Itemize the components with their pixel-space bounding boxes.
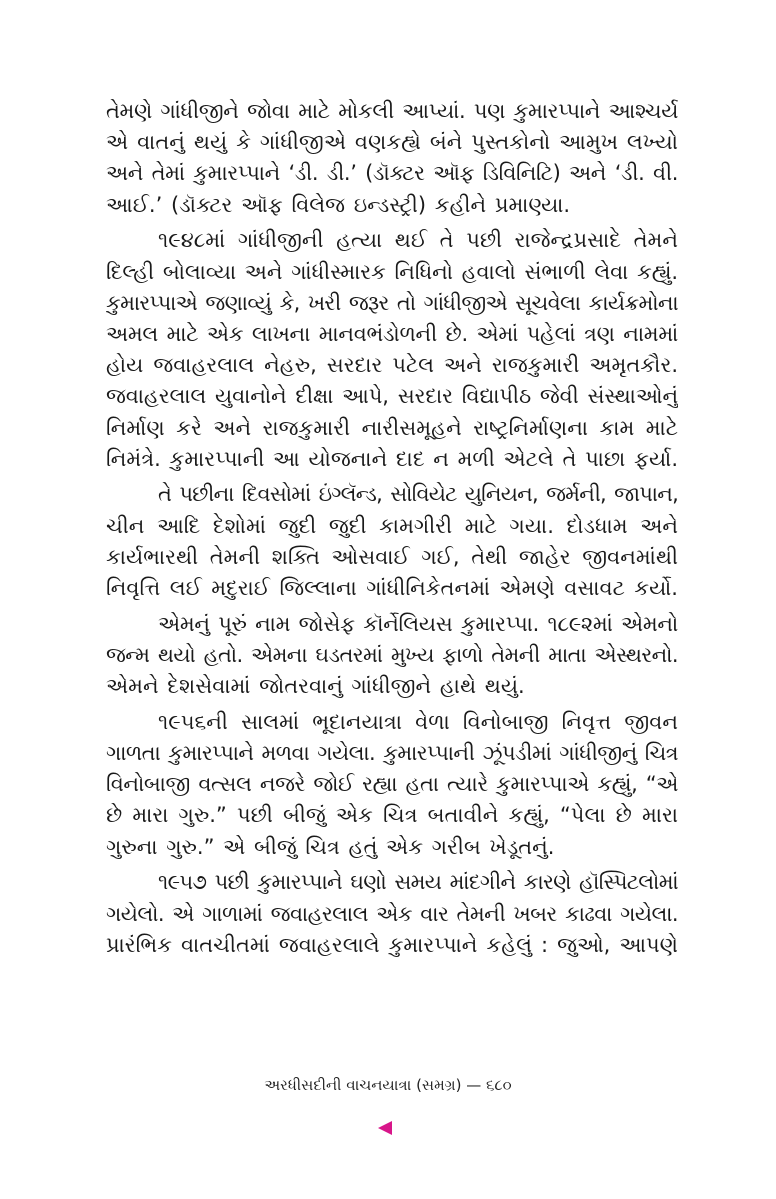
text-line: ગાળતા કુમારપ્પાને મળવા ગયેલા. કુમારપ્પાની ઝૂંપડીમાં ગાંધીજીનું ચિત્ર — [106, 741, 678, 766]
paragraph-5 — [106, 707, 678, 863]
text-line: છે મારા ગુરુ.” પછી બીજું એક ચિત્ર બતાવીને કહ્યું, “પેલા છે મારા — [106, 803, 678, 828]
paragraph-2 — [106, 225, 678, 475]
paragraph-6 — [106, 867, 678, 961]
text-line: તે પછીના દિવસોમાં ઇંગ્લૅન્ડ, સોવિયેટ યુનિયન, જર્મની, જાપાન, — [158, 482, 678, 507]
text-line: હોય જવાહરલાલ નેહરુ, સરદાર પટેલ અને રાજકુમારી અમૃતકૌર. — [106, 353, 678, 378]
text-line: અને તેમાં કુમારપ્પાને ‘ડી. ડી.’ (ડૉક્ટર ઑફ ડિવિનિટિ) અને ‘ડી. વી. — [106, 161, 678, 186]
text-line: કાર્યભારથી તેમની શક્તિ ઓસવાઈ ગઈ, તેથી જાહેર જીવનમાંથી — [106, 544, 678, 569]
text-line: પ્રારંભિક વાતચીતમાં જવાહરલાલે કુમારપ્પાને કહેલું : જુઓ, આપણે — [106, 932, 678, 957]
text-line: એમને દેશસેવામાં જોતરવાનું ગાંધીજીને હાથે થયું. — [106, 674, 525, 699]
page-footer: અરધીસદીની વાચનયાત્રા (સમગ્ર) — ૬૮૦ — [264, 1076, 512, 1094]
text-line: નિર્માણ કરે અને રાજકુમારી નારીસમૂહને રાષ્ટ્રનિર્માણના કામ માટે — [106, 415, 678, 440]
text-line: કુમારપ્પાએ જણાવ્યું કે, ખરી જરૂર તો ગાંધીજીએ સૂચવેલા કાર્યક્રમોના — [106, 290, 678, 315]
text-line: ચીન આદિ દેશોમાં જુદી જુદી કામગીરી માટે ગયા. દોડધામ અને — [106, 513, 678, 538]
text-line: એ વાતનું થયું કે ગાંધીજીએ વણકહ્યે બંને પુસ્તકોનો આમુખ લખ્યો — [106, 130, 678, 155]
body-text — [106, 96, 678, 961]
text-line: ૧૯૪૮માં ગાંધીજીની હત્યા થઈ તે પછી રાજેન્દ્રપ્રસાદે તેમને — [158, 228, 678, 253]
text-line: ૧૯૫૭ પછી કુમારપ્પાને ઘણો સમય માંદગીને કારણે હૉસ્પિટલોમાં — [158, 870, 678, 895]
triangle-left-icon[interactable] — [378, 1121, 392, 1135]
text-line: વિનોબાજી વત્સલ નજરે જોઈ રહ્યા હતા ત્યારે કુમારપ્પાએ કહ્યું, “એ — [106, 772, 678, 797]
text-line: જન્મ થયો હતો. એમના ઘડતરમાં મુખ્ય ફાળો તેમની માતા એસ્થરનો. — [106, 642, 678, 667]
paragraph-1 — [106, 96, 678, 221]
text-line: ગુરુના ગુરુ.” એ બીજું ચિત્ર હતું એક ગરીબ ખેડૂતનું. — [106, 834, 555, 859]
text-line: ગયેલો. એ ગાળામાં જવાહરલાલ એક વાર તેમની ખબર કાઢવા ગયેલા. — [106, 901, 678, 926]
text-line: દિલ્હી બોલાવ્યા અને ગાંધીસ્મારક નિધિનો હવાલો સંભાળી લેવા કહ્યું. — [106, 259, 678, 284]
text-line: નિમંત્રે. કુમારપ્પાની આ યોજનાને દાદ ન મળી એટલે તે પાછા ફર્યા. — [106, 446, 678, 471]
text-line: એમનું પૂરું નામ જોસેફ કૉર્નેલિયસ કુમારપ્પા. ૧૮૯૨માં એમનો — [158, 611, 678, 636]
text-line: અમલ માટે એક લાખના માનવભંડોળની છે. એમાં પહેલાં ત્રણ નામમાં — [106, 321, 678, 346]
text-line: જવાહરલાલ યુવાનોને દીક્ષા આપે, સરદાર વિદ્યાપીઠ જેવી સંસ્થાઓનું — [106, 384, 678, 409]
paragraph-4 — [106, 609, 678, 703]
text-line: ૧૯૫૬ની સાલમાં ભૂદાનયાત્રા વેળા વિનોબાજી નિવૃત્ત જીવન — [158, 709, 678, 734]
text-line: તેમણે ગાંધીજીને જોવા માટે મોકલી આપ્યાં. પણ કુમારપ્પાને આશ્ચર્ય — [106, 99, 678, 123]
text-line: આઈ.’ (ડૉક્ટર ઑફ વિલેજ ઇન્ડસ્ટ્રી) કહીને પ્રમાણ્યા. — [106, 192, 571, 217]
text-line: નિવૃત્તિ લઈ મદુરાઈ જિલ્લાના ગાંધીનિકેતનમાં એમણે વસાવટ કર્યો. — [106, 576, 678, 601]
paragraph-3 — [106, 479, 678, 604]
